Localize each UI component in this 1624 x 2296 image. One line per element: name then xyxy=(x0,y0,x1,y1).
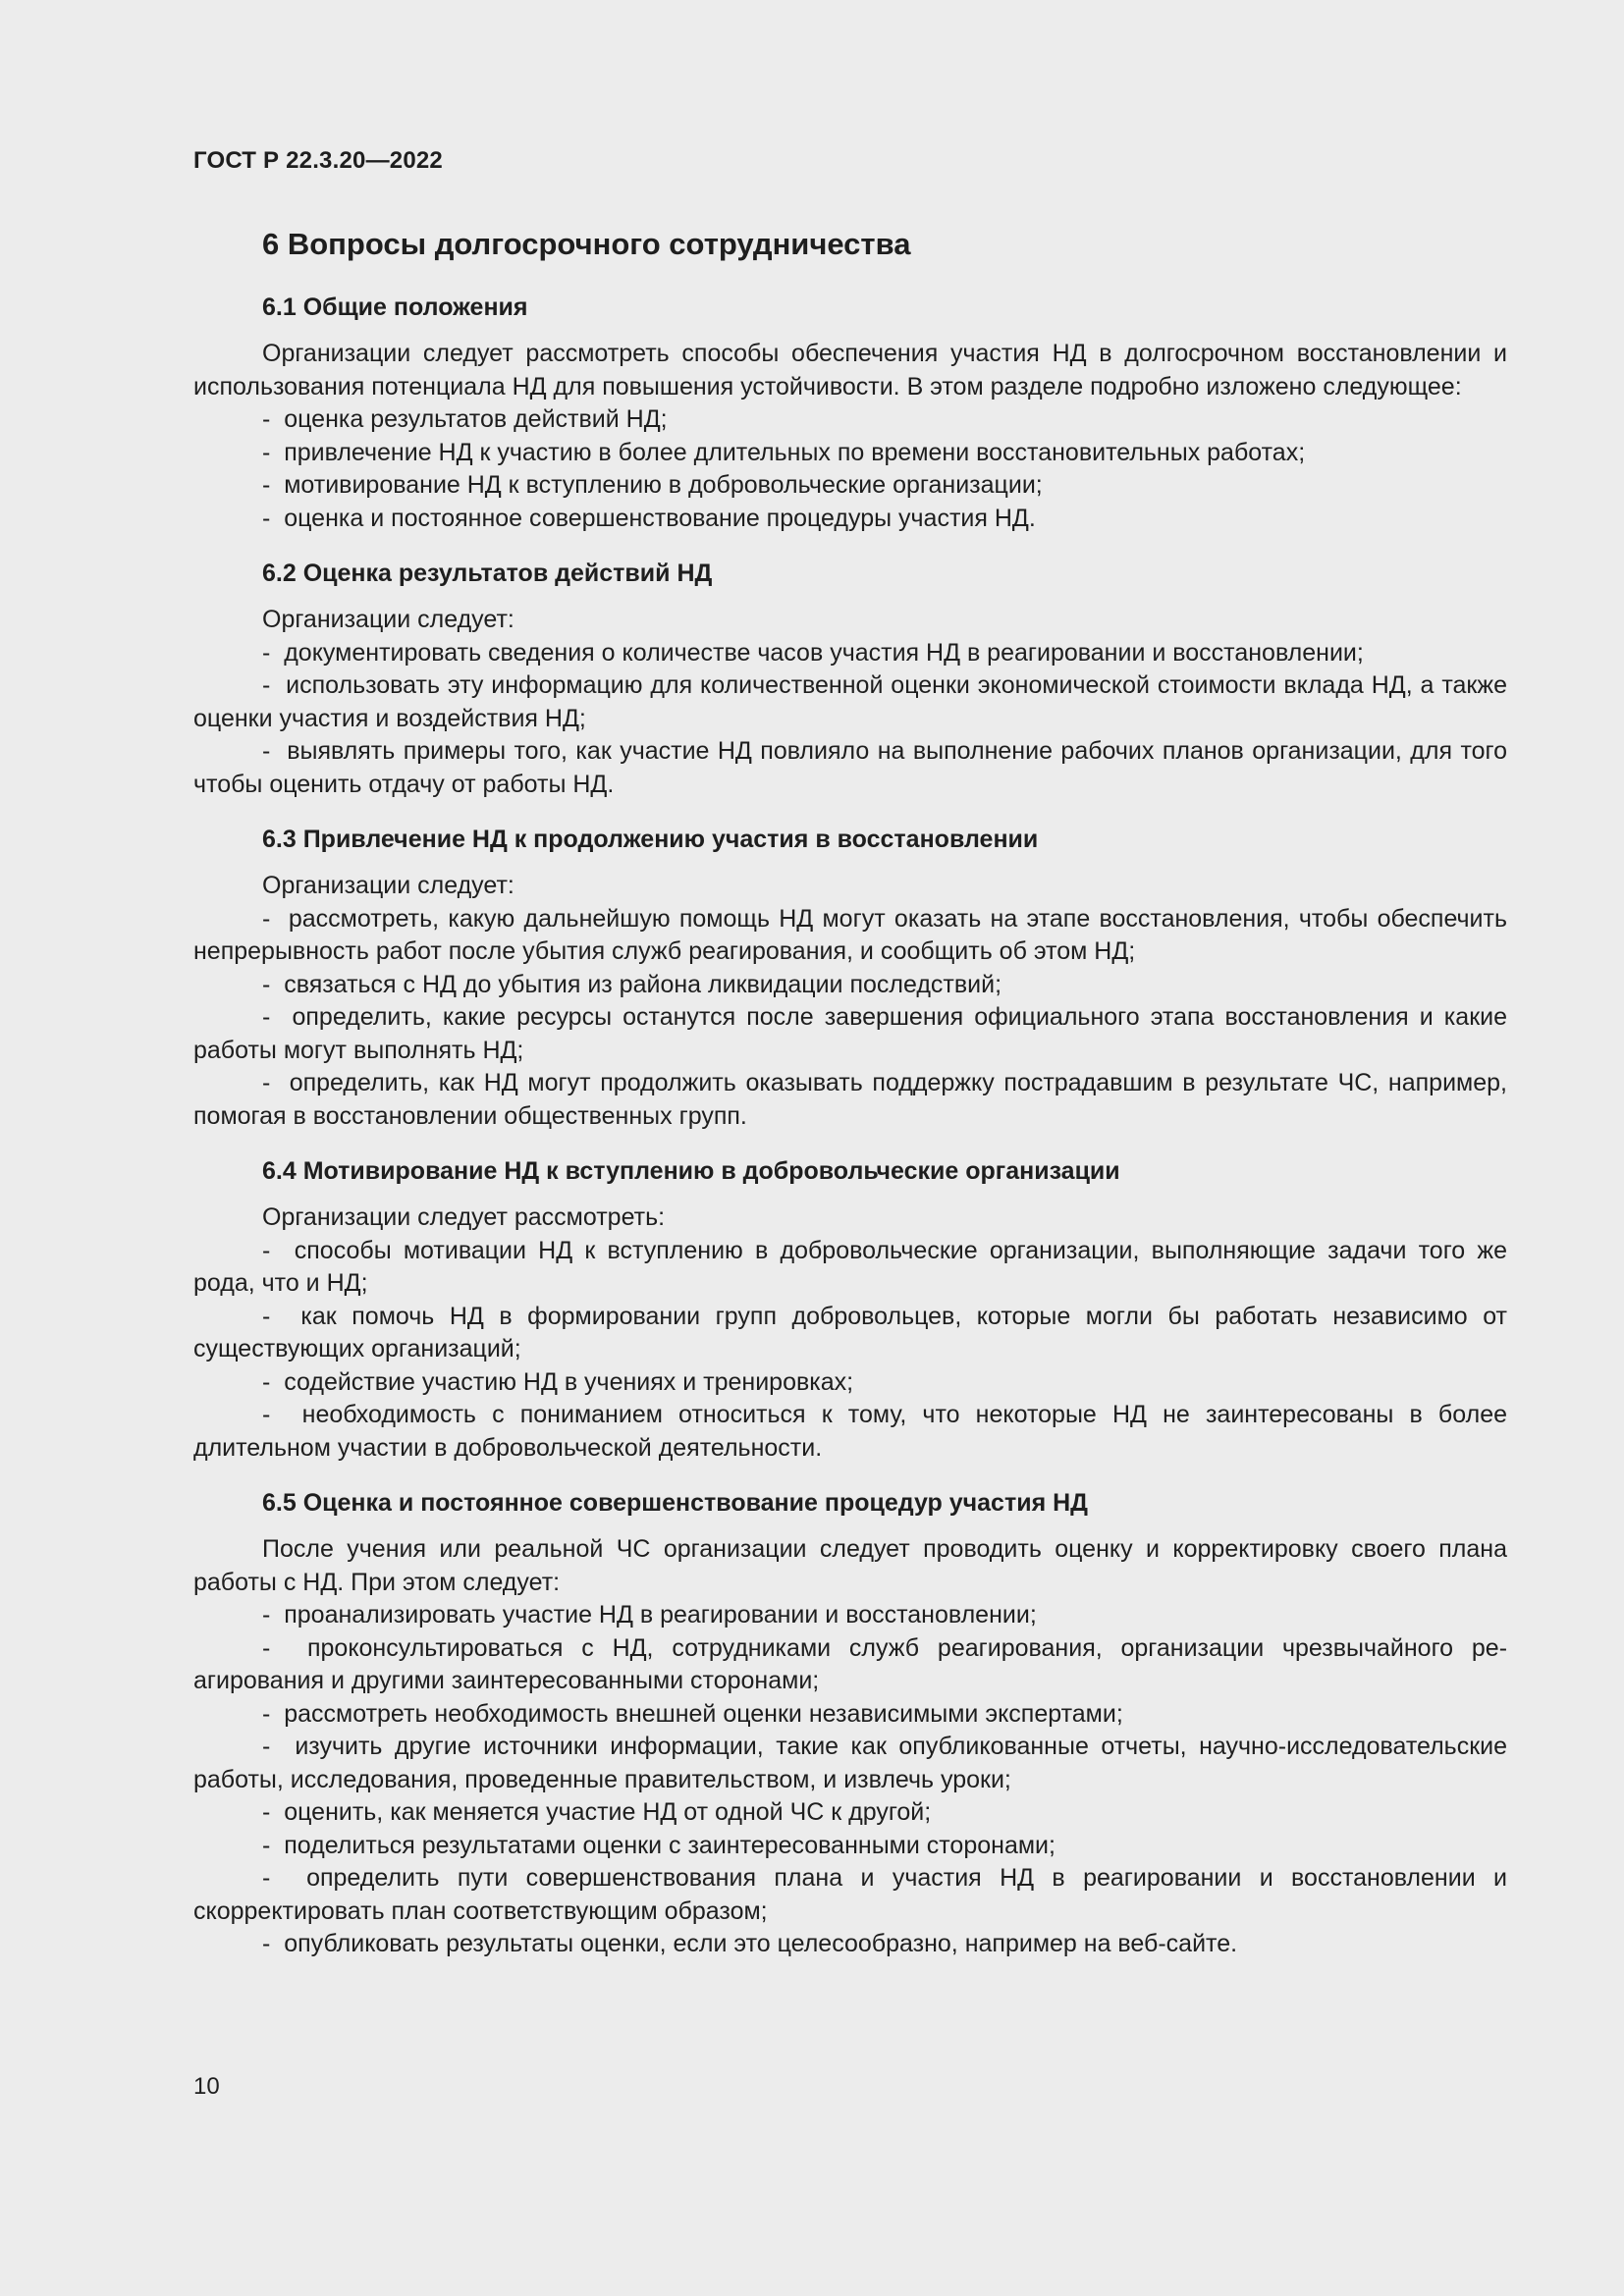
list-item: - оценить, как меняется участие НД от одной ЧС к другой; xyxy=(193,1796,1507,1830)
list-item: - мотивирование НД к вступлению в добровольческие организации; xyxy=(193,469,1507,503)
list-item: - оценка и постоянное совершенствование процедуры участия НД. xyxy=(193,503,1507,536)
paragraph: Организации следует: xyxy=(262,606,514,633)
bullet-list xyxy=(193,1235,1507,1466)
paragraph: После учения или реальной ЧС организации следует проводить оценку и корректировку своего плана работы с НД. При этом следует: xyxy=(193,1535,1507,1596)
list-item: - опубликовать результаты оценки, если это целесообразно, например на веб-сайте. xyxy=(193,1928,1507,1961)
section-title: 6 Вопросы долгосрочного сотрудничества xyxy=(262,227,911,261)
page-number: 10 xyxy=(193,2073,220,2100)
list-item: - определить пути совершенствования плана и участия НД в реагировании и восстановлении и скорректировать план соответствующим образом; xyxy=(193,1862,1507,1928)
list-item: - проконсультироваться с НД, сотрудниками служб реагирования, организации чрезвычайного реагирования и другими заинтересованными сторонами; xyxy=(193,1632,1507,1698)
subsection-6-5 xyxy=(193,1486,1507,1961)
list-item: - рассмотреть, какую дальнейшую помощь НД могут оказать на этапе восстановления, чтобы обеспечить непрерывность работ после убытия служб реагирования, и сообщить об этом НД; xyxy=(193,903,1507,969)
subsection-title: 6.3 Привлечение НД к продолжению участия в восстановлении xyxy=(262,826,1039,853)
document-content xyxy=(193,222,1507,1983)
paragraph: Организации следует: xyxy=(262,872,514,899)
list-item: - использовать эту информацию для количественной оценки экономической стоимости вклада НД, а также оценки участия и воздействия НД; xyxy=(193,669,1507,735)
list-item: - определить, какие ресурсы останутся после завершения официального этапа восстановления и какие работы могут выполнять НД; xyxy=(193,1001,1507,1067)
document-header: ГОСТ Р 22.3.20—2022 xyxy=(193,147,443,174)
list-item: - оценка результатов действий НД; xyxy=(193,403,1507,437)
list-item: - содействие участию НД в учениях и тренировках; xyxy=(193,1366,1507,1400)
subsection-title: 6.2 Оценка результатов действий НД xyxy=(262,560,713,587)
list-item: - выявлять примеры того, как участие НД повлияло на выполнение рабочих планов организации, для того чтобы оценить отдачу от работы НД. xyxy=(193,735,1507,801)
paragraph: Организации следует рассмотреть: xyxy=(262,1203,666,1231)
list-item: - поделиться результатами оценки с заинтересованными сторонами; xyxy=(193,1830,1507,1863)
list-item: - определить, как НД могут продолжить оказывать поддержку пострадавшим в результате ЧС, например, помогая в восстановлении общественных групп. xyxy=(193,1067,1507,1133)
paragraph: Организации следует рассмотреть способы обеспечения участия НД в долгосрочном восстановлении и использования потенциала НД для повышения устойчивости. В этом разделе подробно изложено следующее: xyxy=(193,340,1507,400)
bullet-list xyxy=(193,637,1507,802)
list-item: - рассмотреть необходимость внешней оценки независимыми экспертами; xyxy=(193,1698,1507,1732)
list-item: - связаться с НД до убытия из района ликвидации последствий; xyxy=(193,969,1507,1002)
list-item: - привлечение НД к участию в более длительных по времени восстановительных работах; xyxy=(193,437,1507,470)
bullet-list xyxy=(193,403,1507,535)
list-item: - проанализировать участие НД в реагировании и восстановлении; xyxy=(193,1599,1507,1632)
subsection-6-4 xyxy=(193,1154,1507,1465)
list-item: - как помочь НД в формировании групп добровольцев, которые могли бы работать независимо от существующих организаций; xyxy=(193,1301,1507,1366)
subsection-title: 6.4 Мотивирование НД к вступлению в добровольческие организации xyxy=(262,1157,1120,1185)
list-item: - документировать сведения о количестве часов участия НД в реагировании и восстановлении; xyxy=(193,637,1507,670)
subsection-title: 6.1 Общие положения xyxy=(262,294,528,321)
subsection-title: 6.5 Оценка и постоянное совершенствование процедур участия НД xyxy=(262,1489,1088,1517)
bullet-list xyxy=(193,903,1507,1134)
document-page xyxy=(193,0,1507,2296)
subsection-6-1 xyxy=(193,291,1507,535)
list-item: - изучить другие источники информации, такие как опубликованные отчеты, научно-исследовательские работы, исследования, проведенные правительством, и извлечь уроки; xyxy=(193,1731,1507,1796)
subsection-6-2 xyxy=(193,557,1507,801)
list-item: - необходимость с пониманием относиться к тому, что некоторые НД не заинтересованы в более длительном участии в добровольческой деятельности. xyxy=(193,1399,1507,1465)
bullet-list xyxy=(193,1599,1507,1961)
list-item: - способы мотивации НД к вступлению в добровольческие организации, выполняющие задачи того же рода, что и НД; xyxy=(193,1235,1507,1301)
subsection-6-3 xyxy=(193,823,1507,1133)
